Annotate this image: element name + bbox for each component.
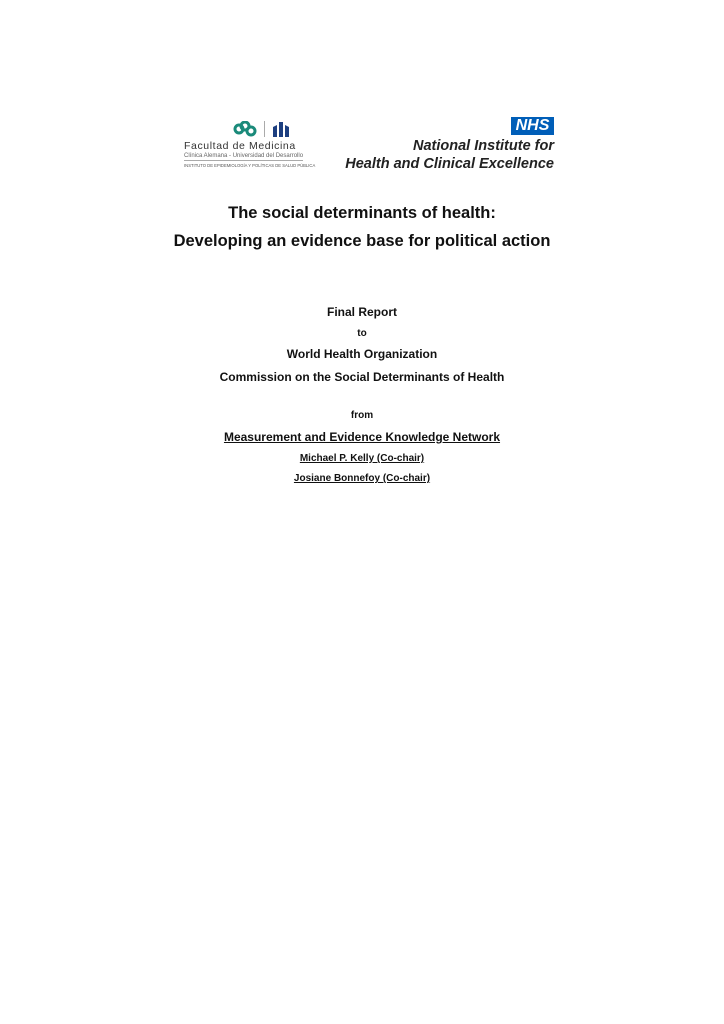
chain-links-icon bbox=[232, 121, 258, 137]
nhs-logo: NHS bbox=[511, 117, 554, 135]
recipient-organization: World Health Organization bbox=[286, 347, 438, 361]
report-type: Final Report bbox=[326, 305, 397, 319]
nice-logo-text: National Institute for Health and Clinical Excellence bbox=[345, 138, 554, 172]
co-chair-2: Josiane Bonnefoy (Co-chair) bbox=[293, 473, 431, 484]
title-line-1: The social determinants of health: bbox=[228, 204, 496, 222]
title-line-2: Developing an evidence base for political action bbox=[173, 232, 551, 250]
network-name: Measurement and Evidence Knowledge Network bbox=[223, 430, 501, 444]
recipient-commission: Commission on the Social Determinants of Health bbox=[219, 370, 505, 384]
co-chair-1: Michael P. Kelly (Co-chair) bbox=[299, 453, 425, 464]
building-icon bbox=[271, 121, 291, 137]
from-label: from bbox=[350, 410, 374, 421]
to-label: to bbox=[357, 328, 367, 339]
